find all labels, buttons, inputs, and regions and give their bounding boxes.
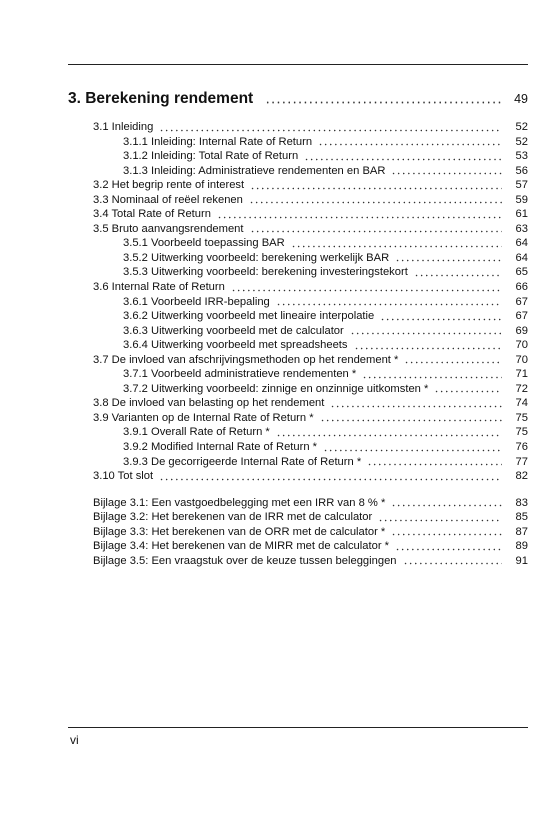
toc-entry bbox=[93, 425, 528, 440]
entry-page: 64 bbox=[515, 237, 528, 250]
entry-label: 3.9 Varianten op de Internal Rate of Return * bbox=[93, 411, 314, 424]
toc-entry bbox=[93, 396, 528, 411]
entry-label: 3.1.1 Inleiding: Internal Rate of Return bbox=[123, 135, 313, 148]
entry-label: 3.3 Nominaal of reëel rekenen bbox=[93, 193, 243, 206]
dot-leader bbox=[276, 434, 502, 437]
dot-leader bbox=[391, 504, 502, 507]
toc-entry bbox=[93, 251, 528, 266]
entry-label: 3.5.1 Voorbeeld toepassing BAR bbox=[123, 237, 285, 250]
dot-leader bbox=[434, 390, 502, 393]
toc-entry bbox=[93, 469, 528, 484]
dot-leader bbox=[304, 158, 502, 161]
entry-page: 75 bbox=[515, 426, 528, 439]
entry-page: 87 bbox=[515, 525, 528, 538]
section-gap bbox=[93, 484, 528, 496]
entry-page: 70 bbox=[515, 353, 528, 366]
dot-leader bbox=[354, 347, 503, 350]
entry-page: 71 bbox=[515, 368, 528, 381]
entry-page: 52 bbox=[515, 135, 528, 148]
entry-label: 3.5.2 Uitwerking voorbeeld: berekening werkelijk BAR bbox=[123, 251, 390, 264]
entry-page: 83 bbox=[515, 496, 528, 509]
dot-leader bbox=[395, 548, 502, 551]
dot-leader bbox=[320, 419, 502, 422]
toc-entry bbox=[93, 309, 528, 324]
toc-entry bbox=[93, 367, 528, 382]
entry-page: 52 bbox=[515, 121, 528, 133]
entry-page: 70 bbox=[515, 339, 528, 352]
toc-entry bbox=[93, 382, 528, 397]
entry-page: 91 bbox=[515, 554, 528, 567]
dot-leader bbox=[318, 143, 502, 146]
entry-label: 3.7.1 Voorbeeld administratieve rendementen * bbox=[123, 368, 357, 381]
toc-entry bbox=[93, 295, 528, 310]
bottom-rule bbox=[68, 727, 528, 728]
toc-entry bbox=[93, 338, 528, 353]
entry-label: 3.9.2 Modified Internal Rate of Return * bbox=[123, 441, 318, 454]
toc-entry bbox=[93, 236, 528, 251]
dot-leader bbox=[403, 562, 502, 565]
entry-label: 3.2 Het begrip rente of interest bbox=[93, 179, 245, 192]
toc-entry bbox=[93, 324, 528, 339]
entry-page: 66 bbox=[515, 281, 528, 294]
dot-leader bbox=[231, 289, 502, 292]
dot-leader bbox=[391, 533, 502, 536]
entry-page: 57 bbox=[515, 179, 528, 192]
dot-leader bbox=[217, 216, 502, 219]
entry-label: 3.8 De invloed van belasting op het rendement bbox=[93, 397, 325, 410]
dot-leader bbox=[250, 230, 502, 233]
chapter-heading bbox=[68, 90, 528, 108]
toc-entry bbox=[93, 265, 528, 280]
dot-leader bbox=[378, 519, 502, 522]
entry-page: 74 bbox=[515, 397, 528, 410]
toc-entry bbox=[93, 411, 528, 426]
dot-leader bbox=[159, 478, 502, 481]
entry-label: 3.1.2 Inleiding: Total Rate of Return bbox=[123, 150, 299, 163]
entry-page: 77 bbox=[515, 455, 528, 468]
appendix-entry bbox=[93, 510, 528, 525]
dot-leader bbox=[391, 172, 502, 175]
entry-page: 69 bbox=[515, 324, 528, 337]
entry-label: 3.9.3 De gecorrigeerde Internal Rate of Return * bbox=[123, 455, 362, 468]
dot-leader bbox=[265, 101, 504, 104]
table-of-contents bbox=[93, 120, 528, 568]
entry-page: 67 bbox=[515, 310, 528, 323]
entry-page: 89 bbox=[515, 540, 528, 553]
entry-label: 3.6.2 Uitwerking voorbeeld met lineaire interpolatie bbox=[123, 310, 375, 323]
toc-entry bbox=[93, 164, 528, 179]
appendix-entry bbox=[93, 539, 528, 554]
entry-page: 75 bbox=[515, 411, 528, 424]
entry-label: Bijlage 3.1: Een vastgoedbelegging met een IRR van 8 % * bbox=[93, 496, 386, 509]
entry-page: 53 bbox=[515, 150, 528, 163]
entry-page: 72 bbox=[515, 382, 528, 395]
toc-entry bbox=[93, 193, 528, 208]
entry-label: 3.6.4 Uitwerking voorbeeld met spreadsheets bbox=[123, 339, 348, 352]
toc-entry bbox=[93, 120, 528, 135]
entry-page: 67 bbox=[515, 295, 528, 308]
dot-leader bbox=[350, 332, 502, 335]
appendix-entry bbox=[93, 554, 528, 569]
toc-entry bbox=[93, 207, 528, 222]
dot-leader bbox=[250, 187, 502, 190]
appendix-entry bbox=[93, 525, 528, 540]
dot-leader bbox=[291, 245, 502, 248]
entry-label: 3.7 De invloed van afschrijvingsmethoden op het rendement * bbox=[93, 353, 399, 366]
toc-entry bbox=[93, 455, 528, 470]
toc-entry bbox=[93, 353, 528, 368]
dot-leader bbox=[276, 303, 502, 306]
entry-label: 3.10 Tot slot bbox=[93, 470, 154, 483]
entry-page: 64 bbox=[515, 251, 528, 264]
entry-label: 3.7.2 Uitwerking voorbeeld: zinnige en onzinnige uitkomsten * bbox=[123, 382, 429, 395]
dot-leader bbox=[362, 376, 502, 379]
entry-page: 61 bbox=[515, 208, 528, 221]
entry-page: 82 bbox=[515, 470, 528, 483]
entry-label: Bijlage 3.3: Het berekenen van de ORR met de calculator * bbox=[93, 525, 386, 538]
toc-entry bbox=[93, 440, 528, 455]
top-rule bbox=[68, 64, 528, 65]
toc-entry bbox=[93, 280, 528, 295]
dot-leader bbox=[367, 463, 502, 466]
entry-label: 3.6 Internal Rate of Return bbox=[93, 281, 225, 294]
entry-label: 3.4 Total Rate of Return bbox=[93, 208, 211, 221]
entry-label: Bijlage 3.4: Het berekenen van de MIRR met de calculator * bbox=[93, 540, 390, 553]
entry-page: 76 bbox=[515, 441, 528, 454]
entry-label: 3.5.3 Uitwerking voorbeeld: berekening investeringstekort bbox=[123, 266, 408, 279]
dot-leader bbox=[330, 405, 502, 408]
toc-entry bbox=[93, 135, 528, 150]
entry-label: 3.1.3 Inleiding: Administratieve rendementen en BAR bbox=[123, 164, 386, 177]
entry-page: 85 bbox=[515, 511, 528, 524]
entry-label: 3.5 Bruto aanvangsrendement bbox=[93, 222, 244, 235]
dot-leader bbox=[159, 129, 502, 132]
entry-page: 65 bbox=[515, 266, 528, 279]
entry-page: 59 bbox=[515, 193, 528, 206]
chapter-title: 3. Berekening rendement bbox=[68, 90, 254, 107]
dot-leader bbox=[380, 318, 502, 321]
dot-leader bbox=[414, 274, 502, 277]
toc-entry bbox=[93, 178, 528, 193]
page-number: vi bbox=[70, 733, 79, 747]
entry-label: Bijlage 3.2: Het berekenen van de IRR met de calculator bbox=[93, 511, 373, 524]
entry-label: 3.9.1 Overall Rate of Return * bbox=[123, 426, 270, 439]
entry-page: 63 bbox=[515, 222, 528, 235]
appendix-entry bbox=[93, 496, 528, 511]
dot-leader bbox=[249, 201, 502, 204]
toc-entry bbox=[93, 149, 528, 164]
entry-label: 3.6.3 Uitwerking voorbeeld met de calculator bbox=[123, 324, 344, 337]
entry-label: 3.6.1 Voorbeeld IRR-bepaling bbox=[123, 295, 270, 308]
entry-page: 56 bbox=[515, 164, 528, 177]
dot-leader bbox=[404, 361, 502, 364]
dot-leader bbox=[323, 449, 502, 452]
toc-entry bbox=[93, 222, 528, 237]
entry-label: Bijlage 3.5: Een vraagstuk over de keuze tussen beleggingen bbox=[93, 554, 397, 567]
entry-label: 3.1 Inleiding bbox=[93, 121, 154, 133]
dot-leader bbox=[395, 259, 502, 262]
chapter-page: 49 bbox=[514, 92, 528, 106]
